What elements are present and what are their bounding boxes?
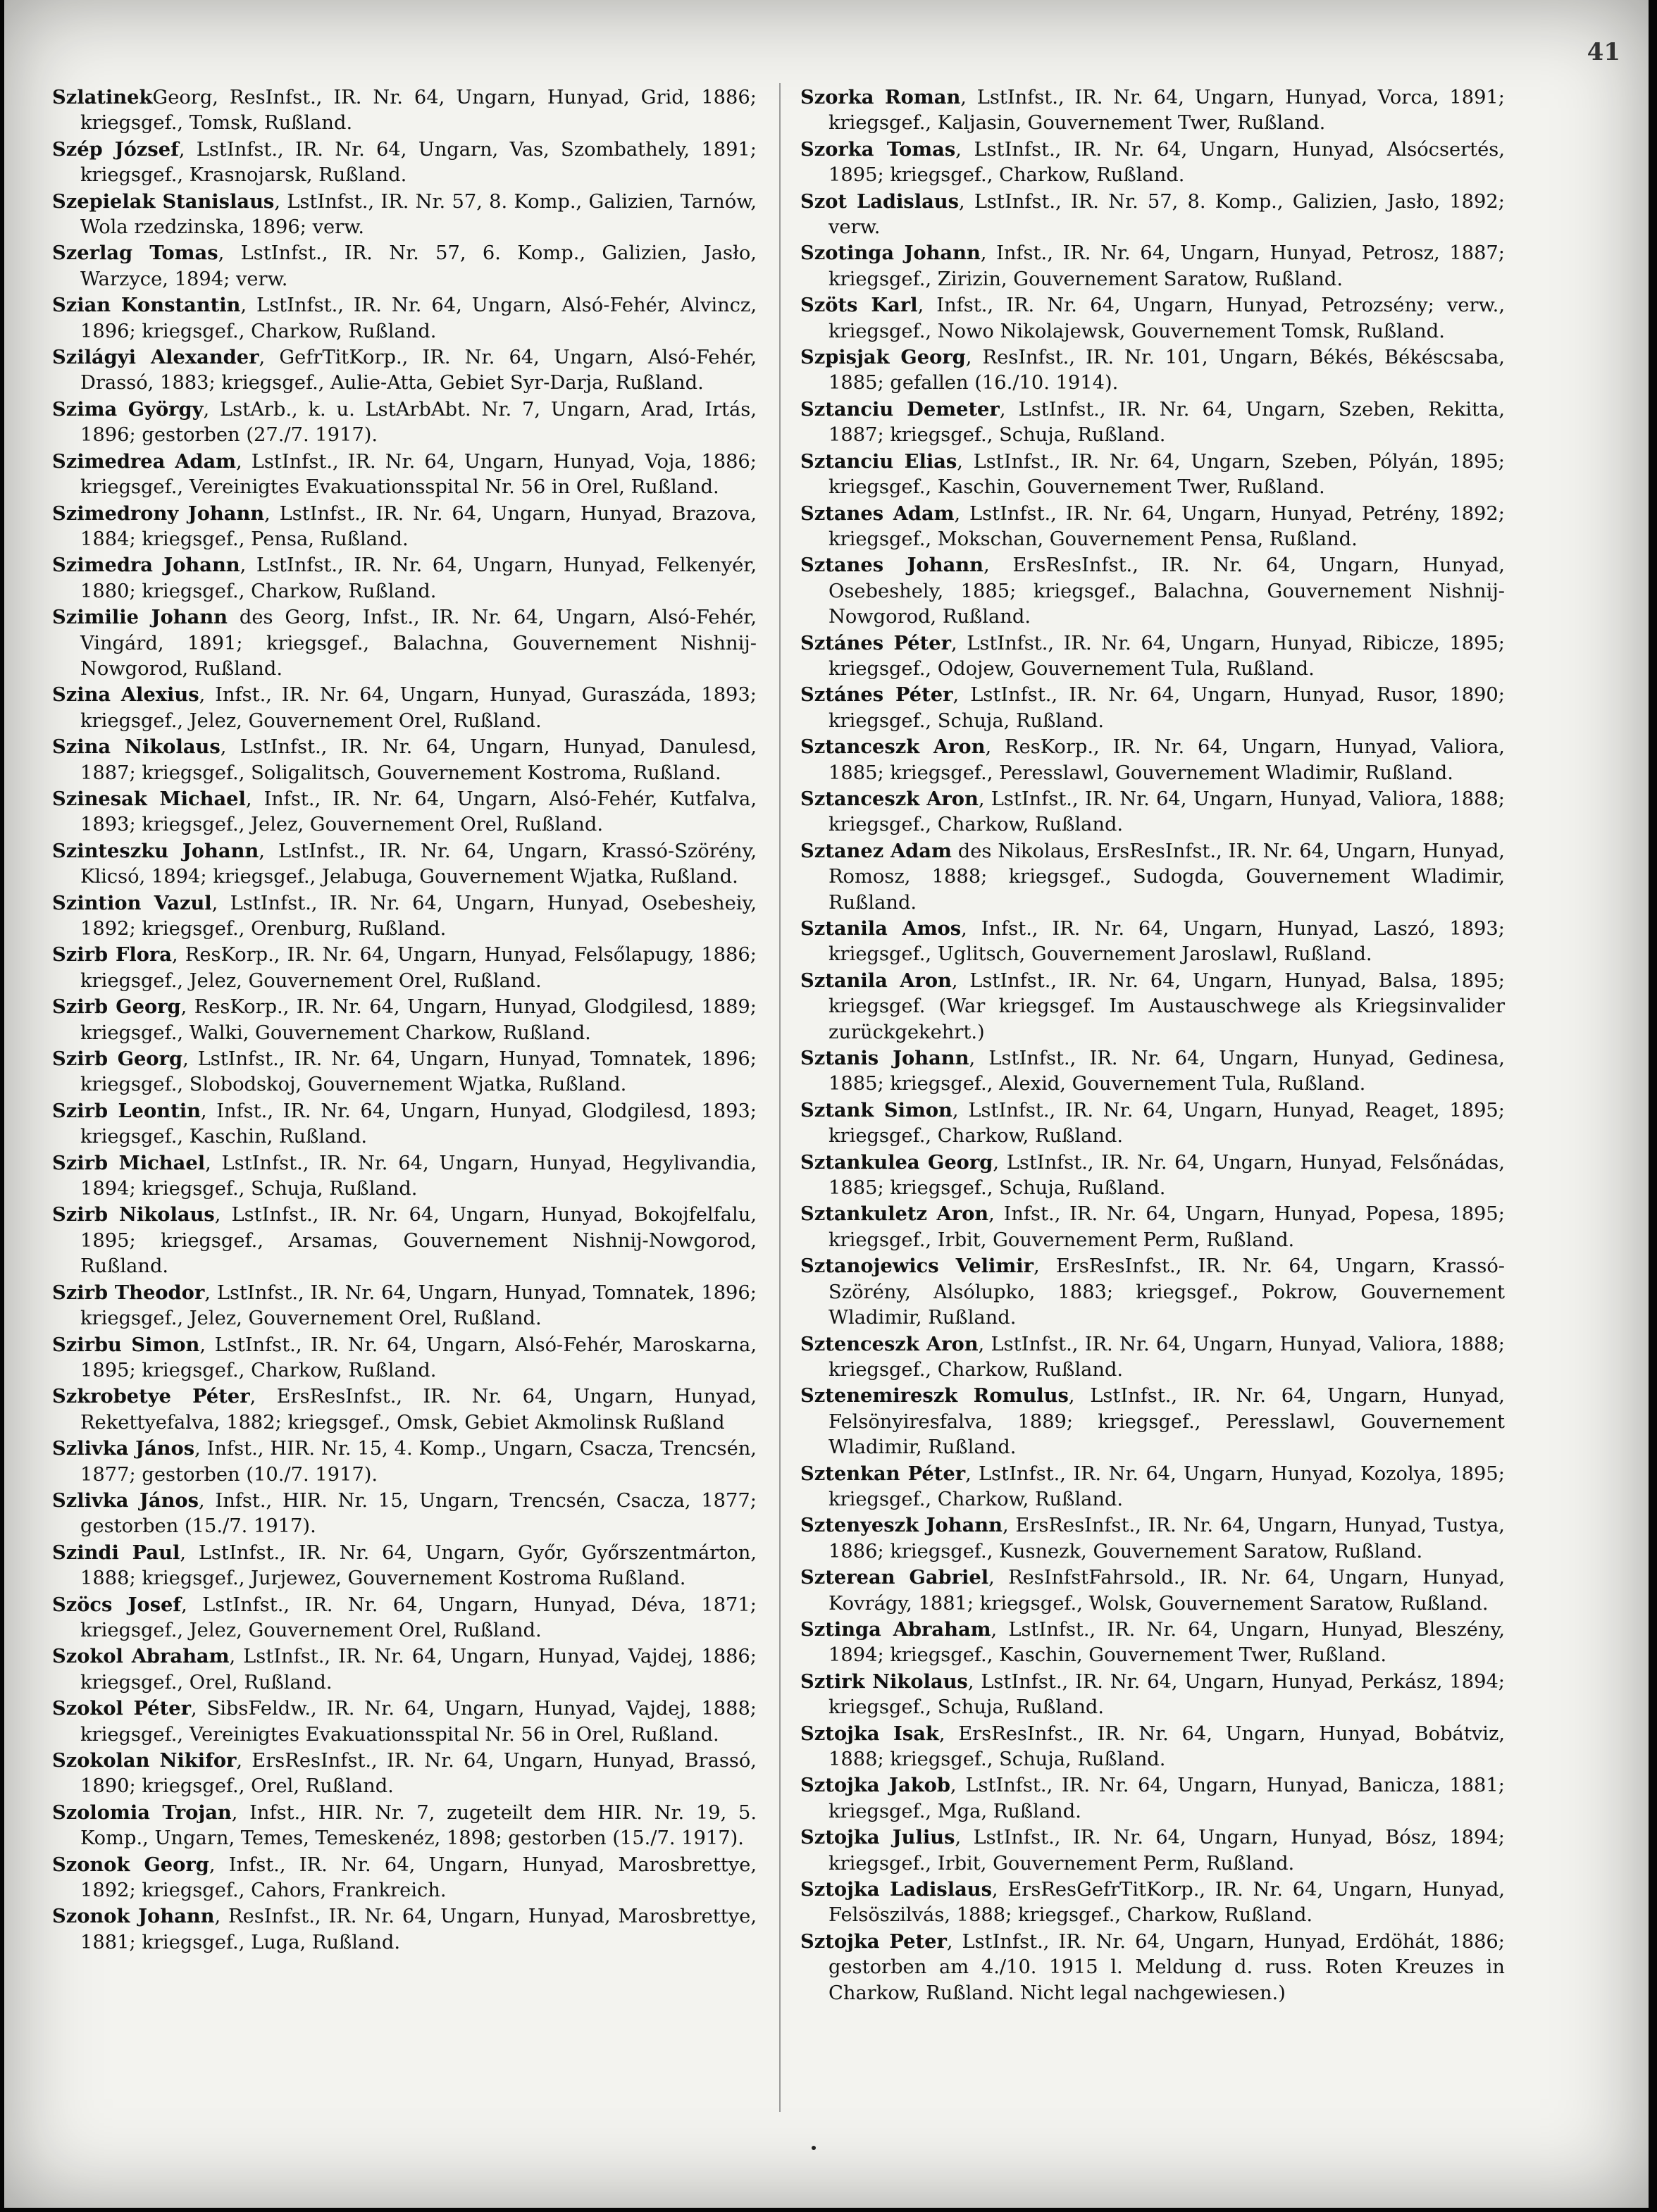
entry-name: Szokol Abraham bbox=[52, 1645, 230, 1668]
list-item bbox=[52, 292, 757, 344]
list-item bbox=[800, 916, 1505, 968]
list-item bbox=[52, 1748, 757, 1800]
entry-details: , ResInfstFahrsold., IR. Nr. 64, Ungarn, Hunyad, Kovrágy, 1881; kriegsgef., Wolsk, Gouvernement Saratow, Rußland. bbox=[828, 1567, 1505, 1615]
list-item bbox=[52, 682, 757, 734]
entry-details: , ErsResInfst., IR. Nr. 64, Ungarn, Hunyad, Brassó, 1890; kriegsgef., Orel, Rußland. bbox=[80, 1750, 757, 1798]
entry-details: , LstInfst., IR. Nr. 64, Ungarn, Hunyad, Felsőnádas, 1885; kriegsgef., Schuja, Rußland. bbox=[828, 1151, 1505, 1200]
entry-name: Szirb Nikolaus bbox=[52, 1203, 215, 1226]
list-item bbox=[800, 1331, 1505, 1384]
list-item bbox=[800, 1098, 1505, 1150]
entry-details: , LstInfst., IR. Nr. 64, Ungarn, Vas, Szombathely, 1891; kriegsgef., Krasnojarsk, Rußland. bbox=[80, 138, 757, 187]
list-item bbox=[52, 1852, 757, 1904]
entry-name: Sztánes Péter bbox=[800, 631, 951, 654]
list-item bbox=[52, 85, 757, 137]
list-item bbox=[800, 292, 1505, 344]
ink-mark bbox=[812, 2146, 816, 2150]
list-item bbox=[800, 449, 1505, 501]
entry-name: Szina Nikolaus bbox=[52, 735, 221, 759]
list-item bbox=[52, 344, 757, 397]
entry-name: Sztanceszk Aron bbox=[800, 735, 986, 759]
list-item bbox=[52, 552, 757, 604]
entry-details: , LstInfst., IR. Nr. 64, Ungarn, Hunyad, Tomnatek, 1896; kriegsgef., Slobodskoj, Gouvernement Wjatka, Rußland. bbox=[80, 1048, 757, 1096]
list-item bbox=[800, 1201, 1505, 1253]
entry-name: Szlivka János bbox=[52, 1437, 195, 1460]
entry-name: Szlatinek bbox=[52, 86, 153, 108]
entry-name: Szirb Flora bbox=[52, 943, 172, 967]
entry-details: , SibsFeldw., IR. Nr. 64, Ungarn, Hunyad, Vajdej, 1888; kriegsgef., Vereinigtes Evakuationsspital Nr. 56 in Orel, Rußland. bbox=[80, 1698, 757, 1746]
entry-name: Szotinga Johann bbox=[800, 242, 981, 265]
list-item bbox=[52, 1384, 757, 1436]
entry-name: Szkrobetye Péter bbox=[52, 1385, 250, 1408]
list-item bbox=[800, 344, 1505, 397]
entry-name: Sztanila Aron bbox=[800, 969, 952, 992]
list-item bbox=[800, 1617, 1505, 1669]
scanned-page bbox=[4, 0, 1649, 2208]
list-item bbox=[800, 1772, 1505, 1825]
list-item bbox=[52, 1150, 757, 1203]
entry-details: , LstInfst., IR. Nr. 64, Ungarn, Hunyad, Rusor, 1890; kriegsgef., Schuja, Rußland. bbox=[828, 684, 1505, 732]
entry-name: Sztojka Jakob bbox=[800, 1774, 950, 1797]
entry-name: Szima György bbox=[52, 397, 204, 421]
list-item bbox=[52, 1903, 757, 1956]
list-item bbox=[800, 1383, 1505, 1460]
list-item bbox=[800, 1253, 1505, 1331]
list-item bbox=[800, 630, 1505, 683]
entry-details: , LstInfst., IR. Nr. 64, Ungarn, Hunyad, Voja, 1886; kriegsgef., Vereinigtes Evakuationsspital Nr. 56 in Orel, Rußland. bbox=[80, 450, 757, 499]
entry-details: , ResKorp., IR. Nr. 64, Ungarn, Hunyad, Felsőlapugy, 1886; kriegsgef., Jelez, Gouvernement Orel, Rußland. bbox=[80, 944, 757, 992]
entry-details: , LstInfst., IR. Nr. 64, Ungarn, Hunyad, Banicza, 1881; kriegsgef., Mga, Rußland. bbox=[828, 1775, 1505, 1822]
entry-details: , ErsResGefrTitKorp., IR. Nr. 64, Ungarn, Hunyad, Felsöszilvás, 1888; kriegsgef., Charkow, Rußland. bbox=[828, 1879, 1505, 1927]
entry-details: , LstInfst., IR. Nr. 64, Ungarn, Hunyad, Ribicze, 1895; kriegsgef., Odojew, Gouvernement Tula, Rußland. bbox=[828, 632, 1505, 680]
entry-name: Szonok Johann bbox=[52, 1905, 215, 1928]
entry-details: , LstInfst., IR. Nr. 64, Ungarn, Hunyad, Erdöhát, 1886; gestorben am 4./10. 1915 l. Meldung d. russ. Roten Kreuzes in Charkow, Rußland. Nicht legal nachgewiesen.) bbox=[828, 1930, 1505, 2004]
list-item bbox=[52, 1488, 757, 1540]
list-item bbox=[52, 890, 757, 943]
list-item bbox=[800, 682, 1505, 734]
entry-name: Sztenemireszk Romulus bbox=[800, 1384, 1069, 1408]
entry-name: Sztinga Abraham bbox=[800, 1617, 991, 1641]
list-item bbox=[800, 1565, 1505, 1617]
entry-name: Szerlag Tomas bbox=[52, 242, 218, 265]
entry-name: Sztanes Adam bbox=[800, 502, 955, 525]
entry-details: des Georg, Infst., IR. Nr. 64, Ungarn, Alsó-Fehér, Vingárd, 1891; kriegsgef., Balachna, Gouvernement Nishnij-Nowgorod, Rußland. bbox=[80, 607, 757, 680]
entry-details: , Infst., IR. Nr. 64, Ungarn, Hunyad, Petrozsény; verw., kriegsgef., Nowo Nikolajewsk, Gouvernement Tomsk, Rußland. bbox=[828, 294, 1505, 342]
entry-name: Szimilie Johann bbox=[52, 606, 228, 629]
entry-name: Sztanila Amos bbox=[800, 917, 962, 940]
entry-name: Szorka Roman bbox=[800, 86, 961, 108]
entry-details: , LstInfst., IR. Nr. 64, Ungarn, Győr, Győrszentmárton, 1888; kriegsgef., Jurjewez, Gouvernement Kostroma Rußland. bbox=[80, 1541, 757, 1590]
entry-details: , LstInfst., IR. Nr. 64, Ungarn, Hunyad, Danulesd, 1887; kriegsgef., Soligalitsch, Gouvernement Kostroma, Rußland. bbox=[80, 736, 757, 784]
entry-name: Szimedrony Johann bbox=[52, 502, 265, 525]
entry-details: , LstInfst., IR. Nr. 64, Ungarn, Krassó-Szörény, Klicsó, 1894; kriegsgef., Jelabuga, Gouvernement Wjatka, Rußland. bbox=[80, 840, 757, 888]
entry-details: , Infst., IR. Nr. 64, Ungarn, Hunyad, Glodgilesd, 1893; kriegsgef., Kaschin, Rußland. bbox=[80, 1100, 757, 1148]
entry-name: Szpisjak Georg bbox=[800, 346, 966, 369]
entry-details: , LstInfst., IR. Nr. 64, Ungarn, Hunyad, Bokojfelfalu, 1895; kriegsgef., Arsamas, Gouvernement Nishnij-Nowgorod, Rußland. bbox=[80, 1204, 757, 1278]
entry-details: , ErsResInfst., IR. Nr. 64, Ungarn, Hunyad, Tustya, 1886; kriegsgef., Kusnezk, Gouvernement Saratow, Rußland. bbox=[828, 1515, 1505, 1562]
entry-name: Szina Alexius bbox=[52, 683, 199, 707]
list-item bbox=[52, 994, 757, 1046]
list-item bbox=[52, 397, 757, 449]
entry-name: Sztojka Isak bbox=[800, 1722, 939, 1745]
left-column bbox=[52, 85, 757, 1956]
entry-name: Sztenyeszk Johann bbox=[800, 1514, 1003, 1537]
list-item bbox=[800, 1669, 1505, 1721]
entry-details: , LstInfst., IR. Nr. 64, Ungarn, Hunyad, Osebesheiy, 1892; kriegsgef., Orenburg, Rußland. bbox=[80, 892, 757, 940]
list-item bbox=[800, 1150, 1505, 1202]
entry-details: , LstInfst., IR. Nr. 64, Ungarn, Hunyad, Bleszény, 1894; kriegsgef., Kaschin, Gouvernement Twer, Rußland. bbox=[828, 1618, 1505, 1667]
entry-name: Szirbu Simon bbox=[52, 1333, 200, 1356]
entry-name: Szimedra Johann bbox=[52, 554, 240, 577]
list-item bbox=[800, 1825, 1505, 1877]
entry-name: Szorka Tomas bbox=[800, 137, 956, 161]
entry-name: Szilágyi Alexander bbox=[52, 346, 259, 369]
list-item bbox=[800, 838, 1505, 916]
entry-name: Szinesak Michael bbox=[52, 787, 246, 810]
entry-name: Szonok Georg bbox=[52, 1853, 209, 1876]
entry-details: , ErsResInfst., IR. Nr. 64, Ungarn, Hunyad, Bobátviz, 1888; kriegsgef., Schuja, Rußland. bbox=[828, 1722, 1505, 1770]
entry-details: , ErsResInfst., IR. Nr. 64, Ungarn, Krassó-Szörény, Alsólupko, 1883; kriegsgef., Pokrow, Gouvernement Wladimir, Rußland. bbox=[828, 1255, 1505, 1329]
entry-name: Sztankuletz Aron bbox=[800, 1203, 989, 1226]
entry-details: , LstInfst., IR. Nr. 64, Ungarn, Alsó-Fehér, Alvincz, 1896; kriegsgef., Charkow, Rußland. bbox=[80, 294, 757, 342]
entry-details: des Nikolaus, ErsResInfst., IR. Nr. 64, Ungarn, Hunyad, Romosz, 1888; kriegsgef., Sudogda, Gouvernement Wladimir, Rußland. bbox=[828, 840, 1505, 914]
list-item bbox=[52, 604, 757, 682]
entry-details: , LstInfst., IR. Nr. 64, Ungarn, Hunyad, Kozolya, 1895; kriegsgef., Charkow, Rußland. bbox=[828, 1462, 1505, 1510]
entry-details: , LstArb., k. u. LstArbAbt. Nr. 7, Ungarn, Arad, Irtás, 1896; gestorben (27./7. 1917). bbox=[80, 398, 757, 447]
entry-name: Szindi Paul bbox=[52, 1541, 180, 1564]
list-item bbox=[52, 1280, 757, 1332]
entry-details: , LstInfst., IR. Nr. 64, Ungarn, Szeben, Rekitta, 1887; kriegsgef., Schuja, Rußland. bbox=[828, 398, 1506, 447]
list-item bbox=[800, 1721, 1505, 1773]
list-item bbox=[800, 552, 1505, 630]
entry-name: Szolomia Trojan bbox=[52, 1801, 232, 1824]
entry-details: , LstInfst., IR. Nr. 64, Ungarn, Szeben, Pólyán, 1895; kriegsgef., Kaschin, Gouvernement Twer, Rußland. bbox=[828, 450, 1505, 499]
entry-name: Sztank Simon bbox=[800, 1098, 952, 1121]
entry-details: , Infst., HIR. Nr. 15, Ungarn, Trencsén, Csacza, 1877; gestorben (15./7. 1917). bbox=[80, 1489, 757, 1538]
entry-details: , LstInfst., IR. Nr. 57, 8. Komp., Galizien, Tarnów, Wola rzedzinska, 1896; verw. bbox=[80, 190, 757, 239]
list-item bbox=[52, 1800, 757, 1852]
list-item bbox=[800, 968, 1505, 1045]
entry-name: Sztojka Julius bbox=[800, 1826, 955, 1849]
entry-details: , Infst., IR. Nr. 64, Ungarn, Hunyad, Laszó, 1893; kriegsgef., Uglitsch, Gouvernement Jaroslawl, Rußland. bbox=[828, 918, 1505, 966]
entry-name: Szterean Gabriel bbox=[800, 1566, 989, 1589]
entry-details: , LstInfst., IR. Nr. 64, Ungarn, Hunyad, Vorca, 1891; kriegsgef., Kaljasin, Gouvernement Twer, Rußland. bbox=[828, 87, 1505, 135]
entry-name: Sztankulea Georg bbox=[800, 1150, 993, 1174]
entry-name: Szirb Georg bbox=[52, 1048, 183, 1071]
entry-name: Sztanez Adam bbox=[800, 839, 952, 862]
entry-name: Sztojka Peter bbox=[800, 1930, 947, 1953]
entry-name: Sztanciu Demeter bbox=[800, 397, 1000, 421]
entry-name: Szepielak Stanislaus bbox=[52, 189, 275, 213]
entry-name: Szirb Michael bbox=[52, 1151, 206, 1174]
entry-details: , LstInfst., IR. Nr. 64, Ungarn, Alsó-Fehér, Maroskarna, 1895; kriegsgef., Charkow, Rußland. bbox=[80, 1334, 757, 1381]
list-item bbox=[52, 1046, 757, 1098]
entry-details: , LstInfst., IR. Nr. 64, Ungarn, Hunyad, Felkenyér, 1880; kriegsgef., Charkow, Rußland. bbox=[80, 554, 757, 602]
right-column bbox=[800, 85, 1505, 2006]
entry-name: Szokol Péter bbox=[52, 1697, 192, 1720]
list-item bbox=[52, 1696, 757, 1748]
entry-details: , Infst., IR. Nr. 64, Ungarn, Hunyad, Popesa, 1895; kriegsgef., Irbit, Gouvernement Perm, Rußland. bbox=[828, 1203, 1505, 1251]
entry-name: Szintion Vazul bbox=[52, 891, 212, 914]
entry-name: Szöts Karl bbox=[800, 294, 918, 317]
list-item bbox=[800, 1045, 1505, 1098]
entry-details: , ResKorp., IR. Nr. 64, Ungarn, Hunyad, Glodgilesd, 1889; kriegsgef., Walki, Gouvernement Charkow, Rußland. bbox=[80, 996, 757, 1044]
entry-details: , LstInfst., IR. Nr. 64, Ungarn, Hunyad, Balsa, 1895; kriegsgef. (War kriegsgef. Im Austauschwege als Kriegsinvalider zurückgekehrt.) bbox=[828, 969, 1505, 1043]
column-divider bbox=[779, 83, 781, 2112]
entry-details: , Infst., IR. Nr. 64, Ungarn, Alsó-Fehér, Kutfalva, 1893; kriegsgef., Jelez, Gouvernement Orel, Rußland. bbox=[80, 788, 757, 836]
list-item bbox=[52, 1540, 757, 1592]
entry-details: Georg, ResInfst., IR. Nr. 64, Ungarn, Hunyad, Grid, 1886; kriegsgef., Tomsk, Rußland. bbox=[80, 87, 757, 135]
entry-name: Szimedrea Adam bbox=[52, 449, 237, 473]
entry-name: Sztenceszk Aron bbox=[800, 1332, 979, 1355]
page-number: 41 bbox=[1587, 38, 1620, 66]
entry-details: , LstInfst., IR. Nr. 64, Ungarn, Hunyad, Perkász, 1894; kriegsgef., Schuja, Rußland. bbox=[828, 1670, 1506, 1719]
list-item bbox=[800, 734, 1505, 786]
entry-name: Szokolan Nikifor bbox=[52, 1749, 237, 1772]
list-item bbox=[52, 734, 757, 786]
list-item bbox=[800, 240, 1505, 292]
entry-details: , LstInfst., IR. Nr. 64, Ungarn, Hunyad, Brazova, 1884; kriegsgef., Pensa, Rußland. bbox=[80, 502, 757, 550]
entry-details: , LstInfst., IR. Nr. 64, Ungarn, Hunyad, Tomnatek, 1896; kriegsgef., Jelez, Gouvernement Orel, Rußland. bbox=[80, 1281, 757, 1330]
list-item bbox=[800, 1512, 1505, 1565]
entry-name: Sztanciu Elias bbox=[800, 449, 957, 473]
entry-details: , LstInfst., IR. Nr. 57, 8. Komp., Galizien, Jasło, 1892; verw. bbox=[828, 190, 1505, 239]
list-item bbox=[52, 838, 757, 890]
list-item bbox=[800, 501, 1505, 553]
entry-name: Sztenkan Péter bbox=[800, 1462, 966, 1485]
list-item bbox=[800, 1929, 1505, 2006]
entry-name: Sztánes Péter bbox=[800, 683, 953, 707]
list-item bbox=[800, 397, 1505, 449]
entry-name: Sztanojewics Velimir bbox=[800, 1255, 1034, 1278]
entry-name: Sztojka Ladislaus bbox=[800, 1878, 992, 1901]
entry-details: , LstInfst., IR. Nr. 64, Ungarn, Hunyad, Déva, 1871; kriegsgef., Jelez, Gouvernement Orel, Rußland. bbox=[80, 1593, 757, 1641]
entry-name: Szirb Theodor bbox=[52, 1281, 205, 1304]
entry-name: Szinteszku Johann bbox=[52, 839, 259, 862]
list-item bbox=[52, 449, 757, 501]
entry-details: , Infst., IR. Nr. 64, Ungarn, Hunyad, Marosbrettye, 1892; kriegsgef., Cahors, Frankreich. bbox=[80, 1853, 757, 1902]
entry-details: , GefrTitKorp., IR. Nr. 64, Ungarn, Alsó-Fehér, Drassó, 1883; kriegsgef., Aulie-Atta, Gebiet Syr-Darja, Rußland. bbox=[80, 347, 757, 394]
entry-name: Sztanceszk Aron bbox=[800, 787, 979, 810]
entry-name: Szot Ladislaus bbox=[800, 189, 960, 213]
list-item bbox=[52, 240, 757, 292]
entry-name: Sztanes Johann bbox=[800, 554, 983, 577]
entry-details: , LstInfst., IR. Nr. 64, Ungarn, Hunyad, Reaget, 1895; kriegsgef., Charkow, Rußland. bbox=[828, 1099, 1505, 1148]
list-item bbox=[52, 1098, 757, 1150]
list-item bbox=[52, 786, 757, 838]
list-item bbox=[52, 501, 757, 553]
entry-name: Szép József bbox=[52, 137, 179, 161]
entry-details: , LstInfst., IR. Nr. 64, Ungarn, Hunyad, Hegylivandia, 1894; kriegsgef., Schuja, Rußland. bbox=[80, 1152, 757, 1200]
list-item bbox=[52, 1592, 757, 1644]
entry-details: , Infst., HIR. Nr. 15, 4. Komp., Ungarn, Csacza, Trencsén, 1877; gestorben (10./7. 1917). bbox=[80, 1438, 757, 1486]
list-item bbox=[800, 1877, 1505, 1929]
entry-details: , Infst., IR. Nr. 64, Ungarn, Hunyad, Guraszáda, 1893; kriegsgef., Jelez, Gouvernement Orel, Rußland. bbox=[80, 684, 757, 732]
list-item bbox=[52, 1436, 757, 1488]
entry-details: , ResKorp., IR. Nr. 64, Ungarn, Hunyad, Valiora, 1885; kriegsgef., Peresslawl, Gouvernement Wladimir, Rußland. bbox=[828, 736, 1505, 784]
entry-details: , LstInfst., IR. Nr. 64, Ungarn, Hunyad, Valiora, 1888; kriegsgef., Charkow, Rußland. bbox=[828, 1333, 1505, 1381]
entry-name: Szirb Georg bbox=[52, 995, 181, 1019]
entry-name: Szirb Leontin bbox=[52, 1099, 201, 1122]
list-item bbox=[52, 942, 757, 994]
entry-name: Sztanis Johann bbox=[800, 1047, 969, 1070]
entry-details: , LstInfst., IR. Nr. 64, Ungarn, Hunyad, Vajdej, 1886; kriegsgef., Orel, Rußland. bbox=[80, 1646, 757, 1694]
entry-name: Szlivka János bbox=[52, 1489, 199, 1512]
entry-details: , LstInfst., IR. Nr. 57, 6. Komp., Galizien, Jasło, Warzyce, 1894; verw. bbox=[80, 242, 757, 290]
entry-details: , LstInfst., IR. Nr. 64, Ungarn, Hunyad, Bósz, 1894; kriegsgef., Irbit, Gouvernement Perm, Rußland. bbox=[828, 1827, 1505, 1875]
entry-details: , LstInfst., IR. Nr. 64, Ungarn, Hunyad, Valiora, 1888; kriegsgef., Charkow, Rußland. bbox=[828, 788, 1505, 836]
list-item bbox=[800, 1461, 1505, 1513]
entry-details: , Infst., HIR. Nr. 7, zugeteilt dem HIR. Nr. 19, 5. Komp., Ungarn, Temes, Temeskenéz, 1898; gestorben (15./7. 1917). bbox=[80, 1801, 757, 1850]
entry-details: , LstInfst., IR. Nr. 64, Ungarn, Hunyad, Felsönyiresfalva, 1889; kriegsgef., Peresslawl, Gouvernement Wladimir, Rußland. bbox=[828, 1385, 1505, 1459]
list-item bbox=[52, 1644, 757, 1696]
entry-details: , LstInfst., IR. Nr. 64, Ungarn, Hunyad, Petrény, 1892; kriegsgef., Mokschan, Gouvernement Pensa, Rußland. bbox=[828, 502, 1505, 550]
entry-details: , ResInfst., IR. Nr. 64, Ungarn, Hunyad, Marosbrettye, 1881; kriegsgef., Luga, Rußland. bbox=[80, 1906, 757, 1953]
list-item bbox=[52, 189, 757, 241]
list-item bbox=[52, 137, 757, 189]
list-item bbox=[52, 1332, 757, 1384]
entry-details: , ResInfst., IR. Nr. 101, Ungarn, Békés, Békéscsaba, 1885; gefallen (16./10. 1914). bbox=[828, 347, 1505, 394]
entry-details: , LstInfst., IR. Nr. 64, Ungarn, Hunyad, Gedinesa, 1885; kriegsgef., Alexid, Gouvernement Tula, Rußland. bbox=[828, 1048, 1505, 1095]
list-item bbox=[800, 189, 1505, 241]
list-item bbox=[800, 85, 1505, 137]
entry-details: , ErsResInfst., IR. Nr. 64, Ungarn, Hunyad, Osebeshely, 1885; kriegsgef., Balachna, Gouvernement Nishnij-Nowgorod, Rußland. bbox=[828, 554, 1505, 628]
list-item bbox=[52, 1202, 757, 1279]
entry-name: Szian Konstantin bbox=[52, 294, 241, 317]
entry-details: , LstInfst., IR. Nr. 64, Ungarn, Hunyad, Alsócsertés, 1895; kriegsgef., Charkow, Rußland. bbox=[828, 138, 1505, 187]
list-item bbox=[800, 786, 1505, 838]
entry-details: , Infst., IR. Nr. 64, Ungarn, Hunyad, Petrosz, 1887; kriegsgef., Zirizin, Gouvernement Saratow, Rußland. bbox=[828, 242, 1505, 290]
entry-name: Sztirk Nikolaus bbox=[800, 1670, 968, 1693]
entry-details: , ErsResInfst., IR. Nr. 64, Ungarn, Hunyad, Rekettyefalva, 1882; kriegsgef., Omsk, Gebiet Akmolinsk Rußland bbox=[80, 1386, 757, 1434]
list-item bbox=[800, 137, 1505, 189]
entry-name: Szöcs Josef bbox=[52, 1593, 182, 1616]
